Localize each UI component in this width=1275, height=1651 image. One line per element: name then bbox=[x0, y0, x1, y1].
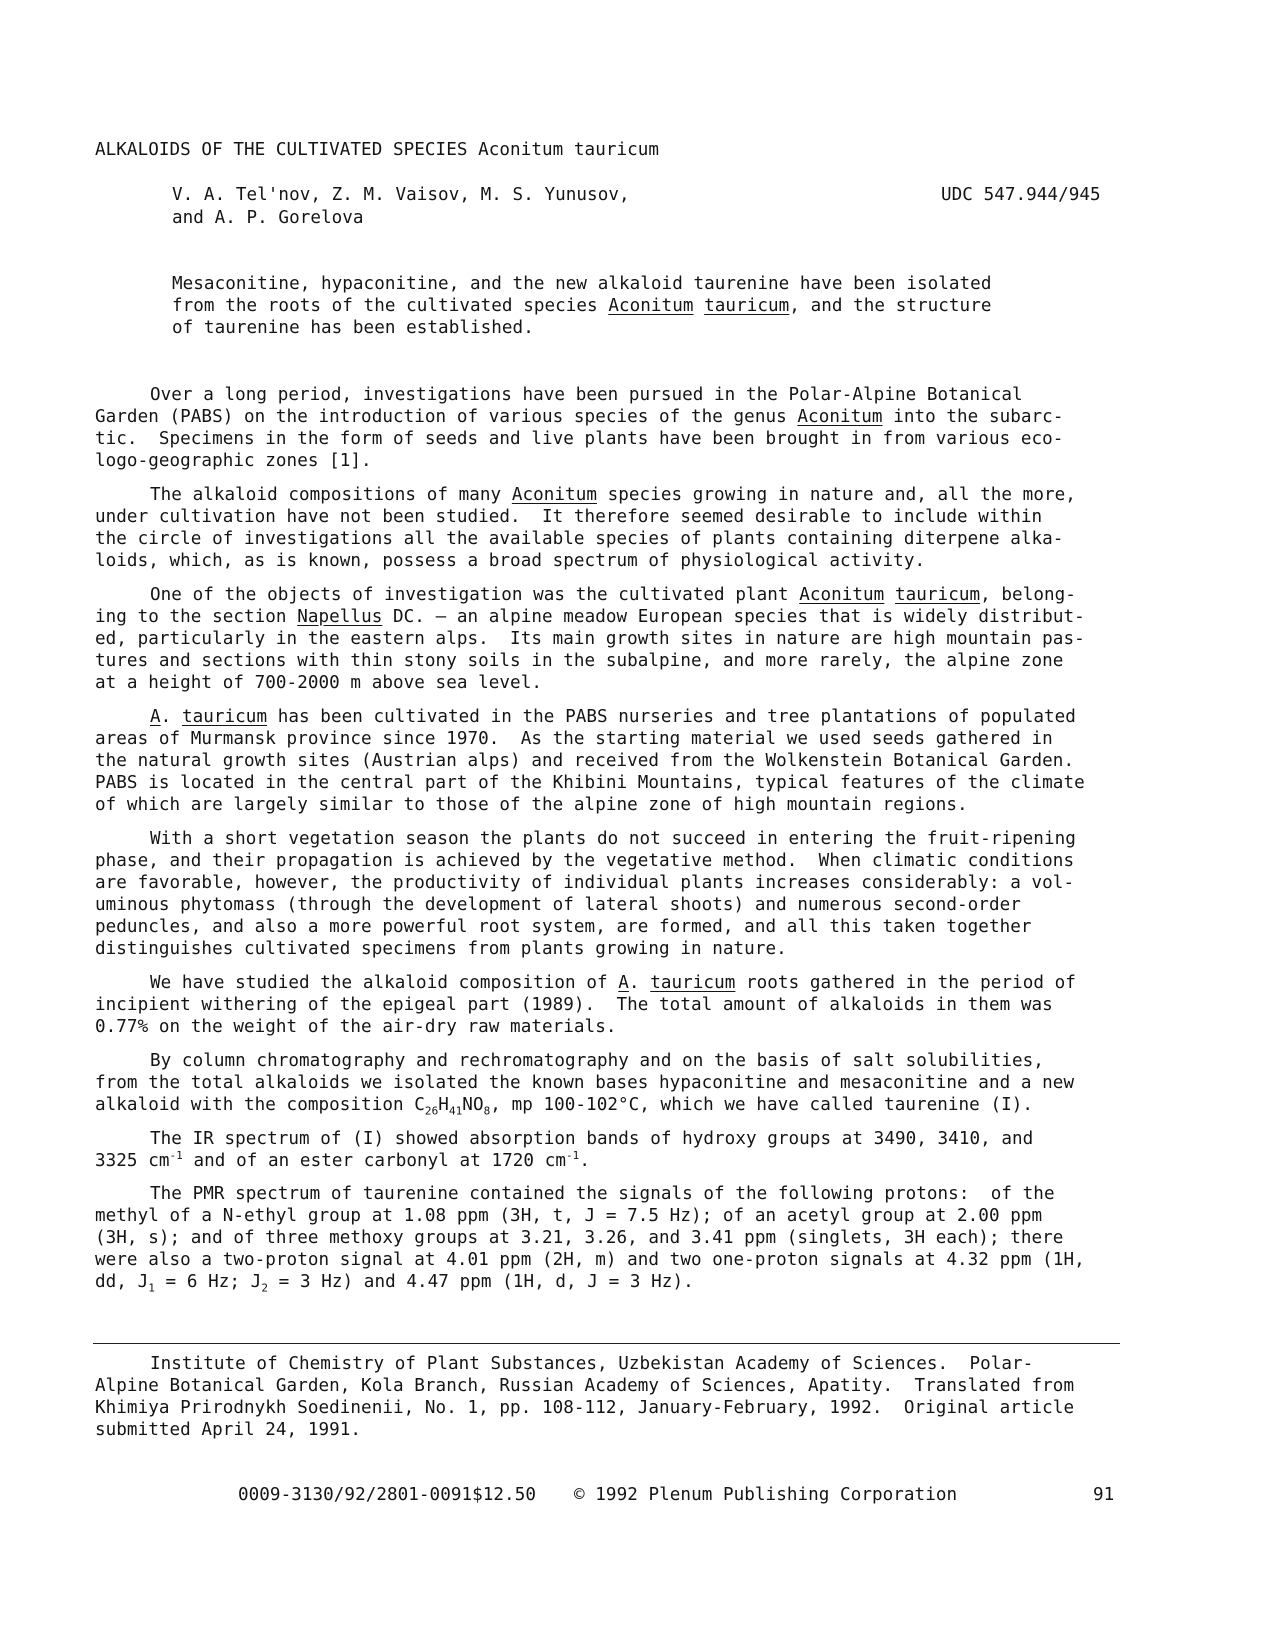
genus-name: Aconitum bbox=[608, 296, 694, 316]
paragraph-line: phase, and their propagation is achieved by the vegetative method. When climatic conditions bbox=[95, 851, 1075, 871]
paragraph-line: ed, particularly in the eastern alps. Its main growth sites in nature are high mountain pas- bbox=[95, 629, 1085, 649]
authors-line-2: and A. P. Gorelova bbox=[172, 208, 364, 228]
paragraph-line: under cultivation have not been studied. It therefore seemed desirable to include within bbox=[95, 507, 1043, 527]
paragraph-line: at a height of 700-2000 m above sea level. bbox=[95, 673, 542, 693]
paragraph-line: A. tauricum has been cultivated in the PABS nurseries and tree plantations of populated bbox=[150, 707, 1076, 727]
paragraph-line: dd, $J_1 = 6$ Hz; $J_2 = 3$ Hz) and 4.47 ppm (1H, d, J = 3 Hz). bbox=[95, 1272, 694, 1295]
paragraph-line: ing to the section Napellus DC. — an alpine meadow European species that is widely distribut- bbox=[95, 607, 1085, 627]
paragraph-line: Over a long period, investigations have been pursued in the Polar-Alpine Botanical bbox=[150, 385, 1023, 405]
paragraph-line: By column chromatography and rechromatography and on the basis of salt solubilities, bbox=[150, 1051, 1044, 1071]
genus-abbrev: A bbox=[618, 973, 629, 993]
section-name: Napellus bbox=[297, 607, 383, 627]
species-name: tauricum bbox=[181, 707, 268, 727]
paragraph-line: The PMR spectrum of taurenine contained the signals of the following protons: of the bbox=[150, 1184, 1055, 1204]
paragraph-line: the natural growth sites (Austrian alps) and received from the Wolkenstein Botanical Garden. bbox=[95, 751, 1075, 771]
paragraph-line: alkaloid with the composition $C_{26}H_{41}NO_8$, mp 100-102°C, which we have called taurenine (I). bbox=[95, 1095, 1034, 1118]
footnote-rule bbox=[93, 1343, 1120, 1344]
paragraph-line: With a short vegetation season the plants do not succeed in entering the fruit-ripening bbox=[150, 829, 1076, 849]
paragraph-line: from the total alkaloids we isolated the known bases hypaconitine and mesaconitine and a new bbox=[95, 1073, 1075, 1093]
abstract-line: from the roots of the cultivated species Aconitum tauricum, and the structure bbox=[172, 296, 992, 316]
paragraph-line: incipient withering of the epigeal part (1989). The total amount of alkaloids in them was bbox=[95, 995, 1053, 1015]
paragraph-line: 3325 $cm^{-1}$ and of an ester carbonyl at 1720 $cm^{-1}$. bbox=[95, 1149, 590, 1171]
footnote-line: Institute of Chemistry of Plant Substances, Uzbekistan Academy of Sciences. Polar- bbox=[150, 1354, 1034, 1374]
paragraph-line: PABS is located in the central part of the Khibini Mountains, typical features of the climate bbox=[95, 773, 1085, 793]
paragraph-line: uminous phytomass (through the development of lateral shoots) and numerous second-order bbox=[95, 895, 1021, 915]
footnote-line: Alpine Botanical Garden, Kola Branch, Russian Academy of Sciences, Apatity. Translated from bbox=[95, 1376, 1075, 1396]
genus-name: Aconitum bbox=[797, 407, 883, 427]
genus-abbrev: A bbox=[150, 707, 161, 727]
genus-name: Aconitum bbox=[511, 485, 597, 505]
paragraph-line: One of the objects of investigation was the cultivated plant Aconitum tauricum, belong- bbox=[150, 585, 1076, 605]
copyright-notice: © 1992 Plenum Publishing Corporation bbox=[574, 1485, 958, 1505]
paragraph-line: 0.77% on the weight of the air-dry raw materials. bbox=[95, 1017, 617, 1037]
paragraph-line: logo-geographic zones [1]. bbox=[95, 451, 372, 471]
paper-title: ALKALOIDS OF THE CULTIVATED SPECIES Aconitum tauricum bbox=[95, 140, 660, 160]
paragraph-line: peduncles, and also a more powerful root system, are formed, and all this taken together bbox=[95, 917, 1032, 937]
paragraph-line: methyl of a N-ethyl group at 1.08 ppm (3H, t, J = 7.5 Hz); of an acetyl group at 2.00 ppm bbox=[95, 1206, 1043, 1226]
paragraph-line: tic. Specimens in the form of seeds and live plants have been brought in from various eco- bbox=[95, 429, 1064, 449]
footnote-line: submitted April 24, 1991. bbox=[95, 1420, 362, 1440]
paragraph-line: loids, which, as is known, possess a broad spectrum of physiological activity. bbox=[95, 551, 926, 571]
paragraph-line: (3H, s); and of three methoxy groups at 3.21, 3.26, and 3.41 ppm (singlets, 3H each); there bbox=[95, 1228, 1064, 1248]
paragraph-line: were also a two-proton signal at 4.01 ppm (2H, m) and two one-proton signals at 4.32 ppm (1H, bbox=[95, 1250, 1085, 1270]
paragraph-line: of which are largely similar to those of the alpine zone of high mountain regions. bbox=[95, 795, 968, 815]
authors-line-1: V. A. Tel'nov, Z. M. Vaisov, M. S. Yunusov, bbox=[172, 185, 630, 205]
page-number: 91 bbox=[1093, 1485, 1115, 1505]
issn-price-code: 0009-3130/92/2801-0091$12.50 bbox=[238, 1485, 536, 1505]
genus-name: Aconitum bbox=[799, 585, 885, 605]
species-name: tauricum bbox=[704, 296, 790, 316]
paragraph-line: Garden (PABS) on the introduction of various species of the genus Aconitum into the subarc- bbox=[95, 407, 1064, 427]
paragraph-line: the circle of investigations all the available species of plants containing diterpene alka- bbox=[95, 529, 1064, 549]
footnote-line: Khimiya Prirodnykh Soedinenii, No. 1, pp. 108-112, January-February, 1992. Original article bbox=[95, 1398, 1075, 1418]
paragraph-line: areas of Murmansk province since 1970. As the starting material we used seeds gathered in bbox=[95, 729, 1053, 749]
species-name: tauricum bbox=[650, 973, 736, 993]
paragraph-line: are favorable, however, the productivity of individual plants increases considerably: a vol- bbox=[95, 873, 1075, 893]
abstract-line: of taurenine has been established. bbox=[172, 318, 534, 338]
paragraph-line: We have studied the alkaloid composition of A. tauricum roots gathered in the period of bbox=[150, 973, 1076, 993]
paragraph-line: distinguishes cultivated specimens from plants growing in nature. bbox=[95, 939, 787, 959]
paragraph-line: tures and sections with thin stony soils in the subalpine, and more rarely, the alpine zone bbox=[95, 651, 1064, 671]
species-name: tauricum bbox=[894, 585, 981, 605]
paragraph-line: The alkaloid compositions of many Aconitum species growing in nature and, all the more, bbox=[150, 485, 1076, 505]
abstract-line: Mesaconitine, hypaconitine, and the new alkaloid taurenine have been isolated bbox=[172, 274, 992, 294]
paragraph-line: The IR spectrum of (I) showed absorption bands of hydroxy groups at 3490, 3410, and bbox=[150, 1129, 1034, 1149]
udc-code: UDC 547.944/945 bbox=[941, 185, 1101, 205]
